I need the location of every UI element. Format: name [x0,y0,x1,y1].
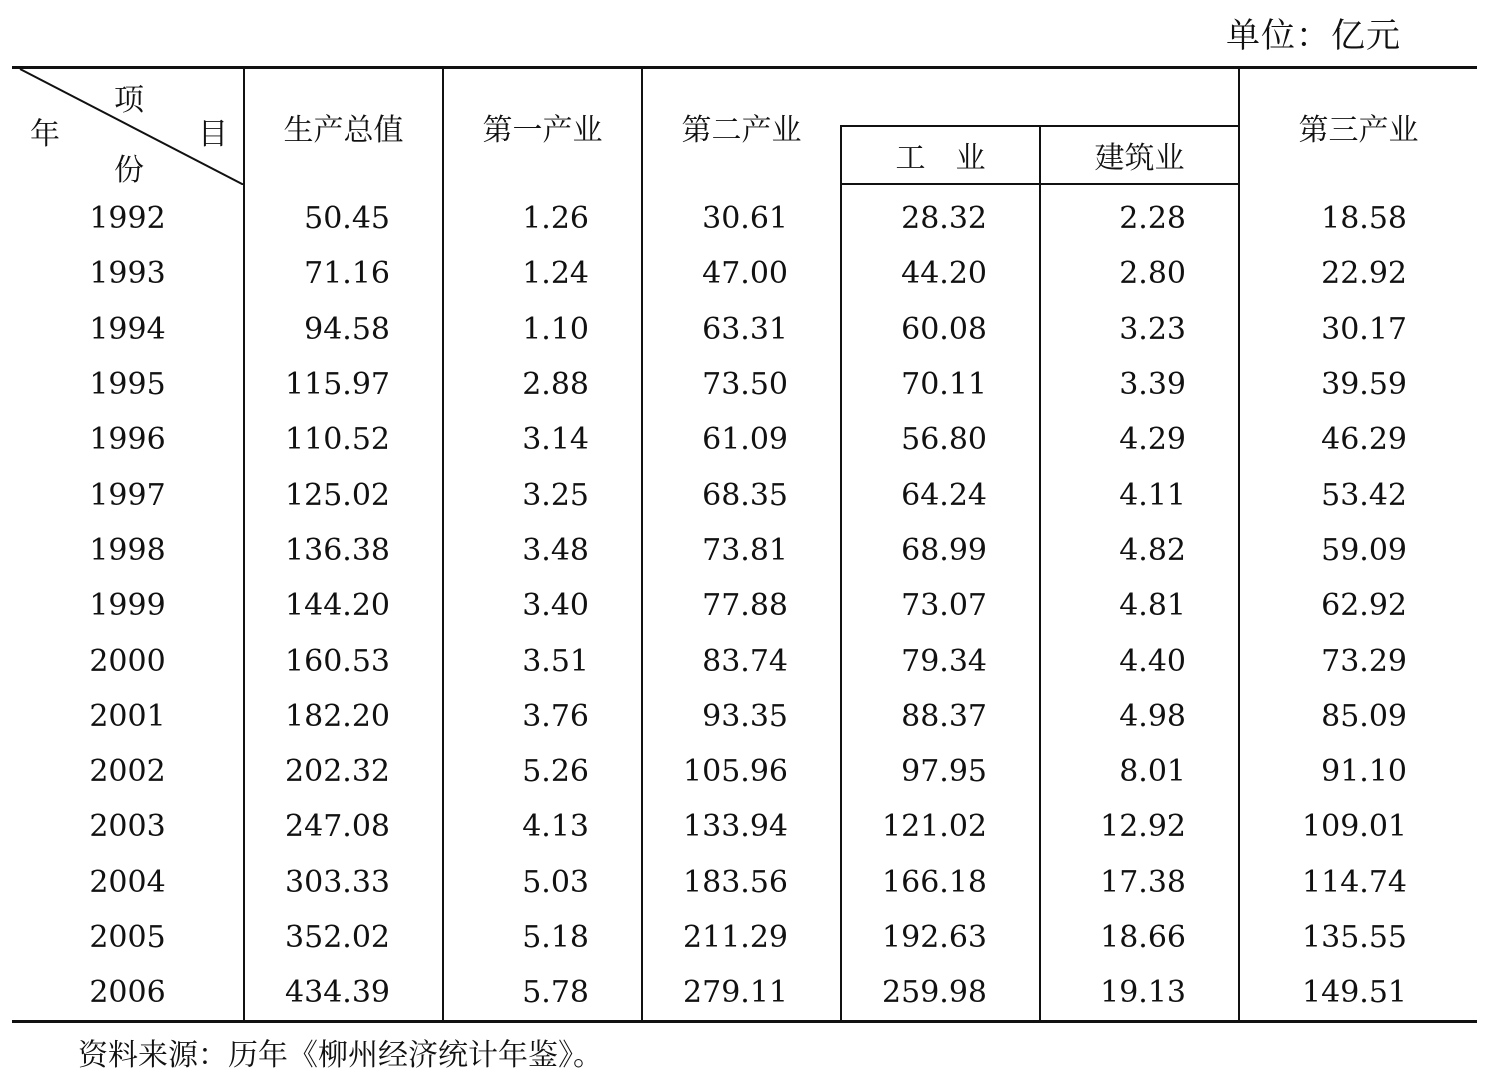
cell-construction: 4.29 [1040,412,1239,467]
cell-tertiary: 53.42 [1239,467,1477,522]
cell-secondary: 83.74 [642,633,841,688]
cell-secondary: 279.11 [642,965,841,1022]
cell-construction: 3.39 [1040,357,1239,412]
cell-secondary: 47.00 [642,246,841,301]
cell-year: 2003 [89,809,166,845]
cell-gdp: 144.20 [244,578,443,633]
cell-construction: 4.40 [1040,633,1239,688]
table-row [12,184,1477,246]
cell-industry: 192.63 [841,910,1040,965]
gdp-table [12,66,1477,1023]
cell-primary: 3.51 [443,633,642,688]
cell-secondary: 73.50 [642,357,841,412]
cell-tertiary: 59.09 [1239,523,1477,578]
cell-industry: 68.99 [841,523,1040,578]
col-header-primary: 第一产业 [443,68,642,185]
table-row [12,744,1477,799]
col-header-secondary [642,68,841,185]
cell-construction: 12.92 [1040,799,1239,854]
cell-year: 2004 [89,864,166,900]
table-row [12,965,1477,1022]
cell-secondary: 63.31 [642,302,841,357]
cell-industry: 73.07 [841,578,1040,633]
cell-primary: 3.14 [443,412,642,467]
cell-year: 2005 [89,920,166,955]
cell-primary: 2.88 [443,357,642,412]
cell-industry: 166.18 [841,855,1040,910]
cell-secondary: 77.88 [642,578,841,633]
cell-year: 2000 [89,643,166,679]
table-row [12,412,1477,467]
table-row [12,246,1477,301]
col-header-gdp: 生产总值 [244,68,443,185]
cell-industry: 56.80 [841,412,1040,467]
cell-gdp: 125.02 [244,467,443,522]
cell-secondary: 105.96 [642,744,841,799]
cell-construction: 4.82 [1040,523,1239,578]
table-row [12,357,1477,412]
cell-secondary: 61.09 [642,412,841,467]
cell-gdp: 136.38 [244,523,443,578]
stub-header [12,68,244,188]
cell-year: 1995 [89,367,166,403]
cell-primary: 3.25 [443,467,642,522]
cell-year: 1998 [89,532,166,568]
cell-gdp: 160.53 [244,633,443,688]
cell-construction: 2.80 [1040,246,1239,301]
cell-tertiary: 62.92 [1239,578,1477,633]
cell-gdp: 50.45 [244,184,443,246]
cell-primary: 3.40 [443,578,642,633]
cell-gdp: 94.58 [244,302,443,357]
cell-gdp: 182.20 [244,689,443,744]
col-header-industry: 工 业 [841,126,1040,184]
cell-secondary: 73.81 [642,523,841,578]
cell-primary: 1.10 [443,302,642,357]
cell-gdp: 434.39 [244,965,443,1022]
cell-year: 2006 [12,965,244,1022]
cell-primary: 3.48 [443,523,642,578]
cell-secondary: 68.35 [642,467,841,522]
cell-gdp: 71.16 [244,246,443,301]
cell-construction: 3.23 [1040,302,1239,357]
cell-tertiary: 91.10 [1239,744,1477,799]
cell-industry: 60.08 [841,302,1040,357]
cell-industry: 44.20 [841,246,1040,301]
table-body [12,184,1477,1022]
cell-industry: 70.11 [841,357,1040,412]
cell-year: 1992 [89,200,166,236]
table-row [12,578,1477,633]
cell-year: 2002 [89,754,166,790]
source-note: 资料来源：历年《柳州经济统计年鉴》。 [78,1038,603,1073]
cell-secondary: 30.61 [642,184,841,246]
cell-primary: 1.26 [443,184,642,246]
stub-left-label: 年 [30,117,60,152]
col-header-secondary-span [841,68,1239,127]
cell-primary: 1.24 [443,246,642,301]
cell-gdp: 352.02 [244,910,443,965]
table-row [12,523,1477,578]
cell-industry: 64.24 [841,467,1040,522]
cell-gdp: 303.33 [244,855,443,910]
cell-gdp: 247.08 [244,799,443,854]
table-row [12,633,1477,688]
cell-construction: 19.13 [1040,965,1239,1022]
cell-year: 1996 [89,422,166,458]
cell-tertiary: 114.74 [1239,855,1477,910]
cell-construction: 2.28 [1040,184,1239,246]
table-row [12,799,1477,854]
cell-primary: 4.13 [443,799,642,854]
cell-industry: 88.37 [841,689,1040,744]
cell-tertiary: 109.01 [1239,799,1477,854]
cell-tertiary: 85.09 [1239,689,1477,744]
cell-industry: 79.34 [841,633,1040,688]
stub-right-label: 目 [198,117,228,152]
cell-tertiary: 73.29 [1239,633,1477,688]
col-header-tertiary: 第三产业 [1239,68,1477,185]
cell-industry: 121.02 [841,799,1040,854]
cell-construction: 4.11 [1040,467,1239,522]
cell-primary: 5.03 [443,855,642,910]
cell-tertiary: 46.29 [1239,412,1477,467]
cell-year: 2001 [89,698,166,734]
cell-year: 1997 [89,477,166,513]
cell-construction: 4.81 [1040,578,1239,633]
cell-primary: 5.78 [443,965,642,1022]
cell-secondary: 93.35 [642,689,841,744]
cell-gdp: 110.52 [244,412,443,467]
cell-tertiary: 30.17 [1239,302,1477,357]
cell-tertiary: 22.92 [1239,246,1477,301]
stub-top-label: 项 [114,83,144,118]
cell-primary: 5.18 [443,910,642,965]
cell-year: 1993 [89,256,166,292]
cell-tertiary: 18.58 [1239,184,1477,246]
table-row [12,467,1477,522]
cell-construction: 8.01 [1040,744,1239,799]
cell-secondary: 211.29 [642,910,841,965]
unit-label: 单位：亿元 [1226,16,1401,56]
cell-construction: 4.98 [1040,689,1239,744]
stub-bottom-label: 份 [114,153,144,188]
cell-tertiary: 149.51 [1239,965,1477,1022]
cell-industry: 259.98 [841,965,1040,1022]
cell-primary: 3.76 [443,689,642,744]
cell-year: 1999 [89,588,166,624]
cell-industry: 97.95 [841,744,1040,799]
cell-secondary: 183.56 [642,855,841,910]
cell-tertiary: 39.59 [1239,357,1477,412]
table-row [12,855,1477,910]
table-row [12,689,1477,744]
cell-primary: 5.26 [443,744,642,799]
table-row [12,302,1477,357]
table-row [12,910,1477,965]
cell-gdp: 202.32 [244,744,443,799]
cell-construction: 17.38 [1040,855,1239,910]
cell-industry: 28.32 [841,184,1040,246]
cell-construction: 18.66 [1040,910,1239,965]
cell-year: 1994 [89,311,166,347]
col-header-construction: 建筑业 [1040,126,1239,184]
cell-secondary: 133.94 [642,799,841,854]
col-header-secondary-label: 第二产业 [681,113,802,148]
cell-gdp: 115.97 [244,357,443,412]
cell-tertiary: 135.55 [1239,910,1477,965]
